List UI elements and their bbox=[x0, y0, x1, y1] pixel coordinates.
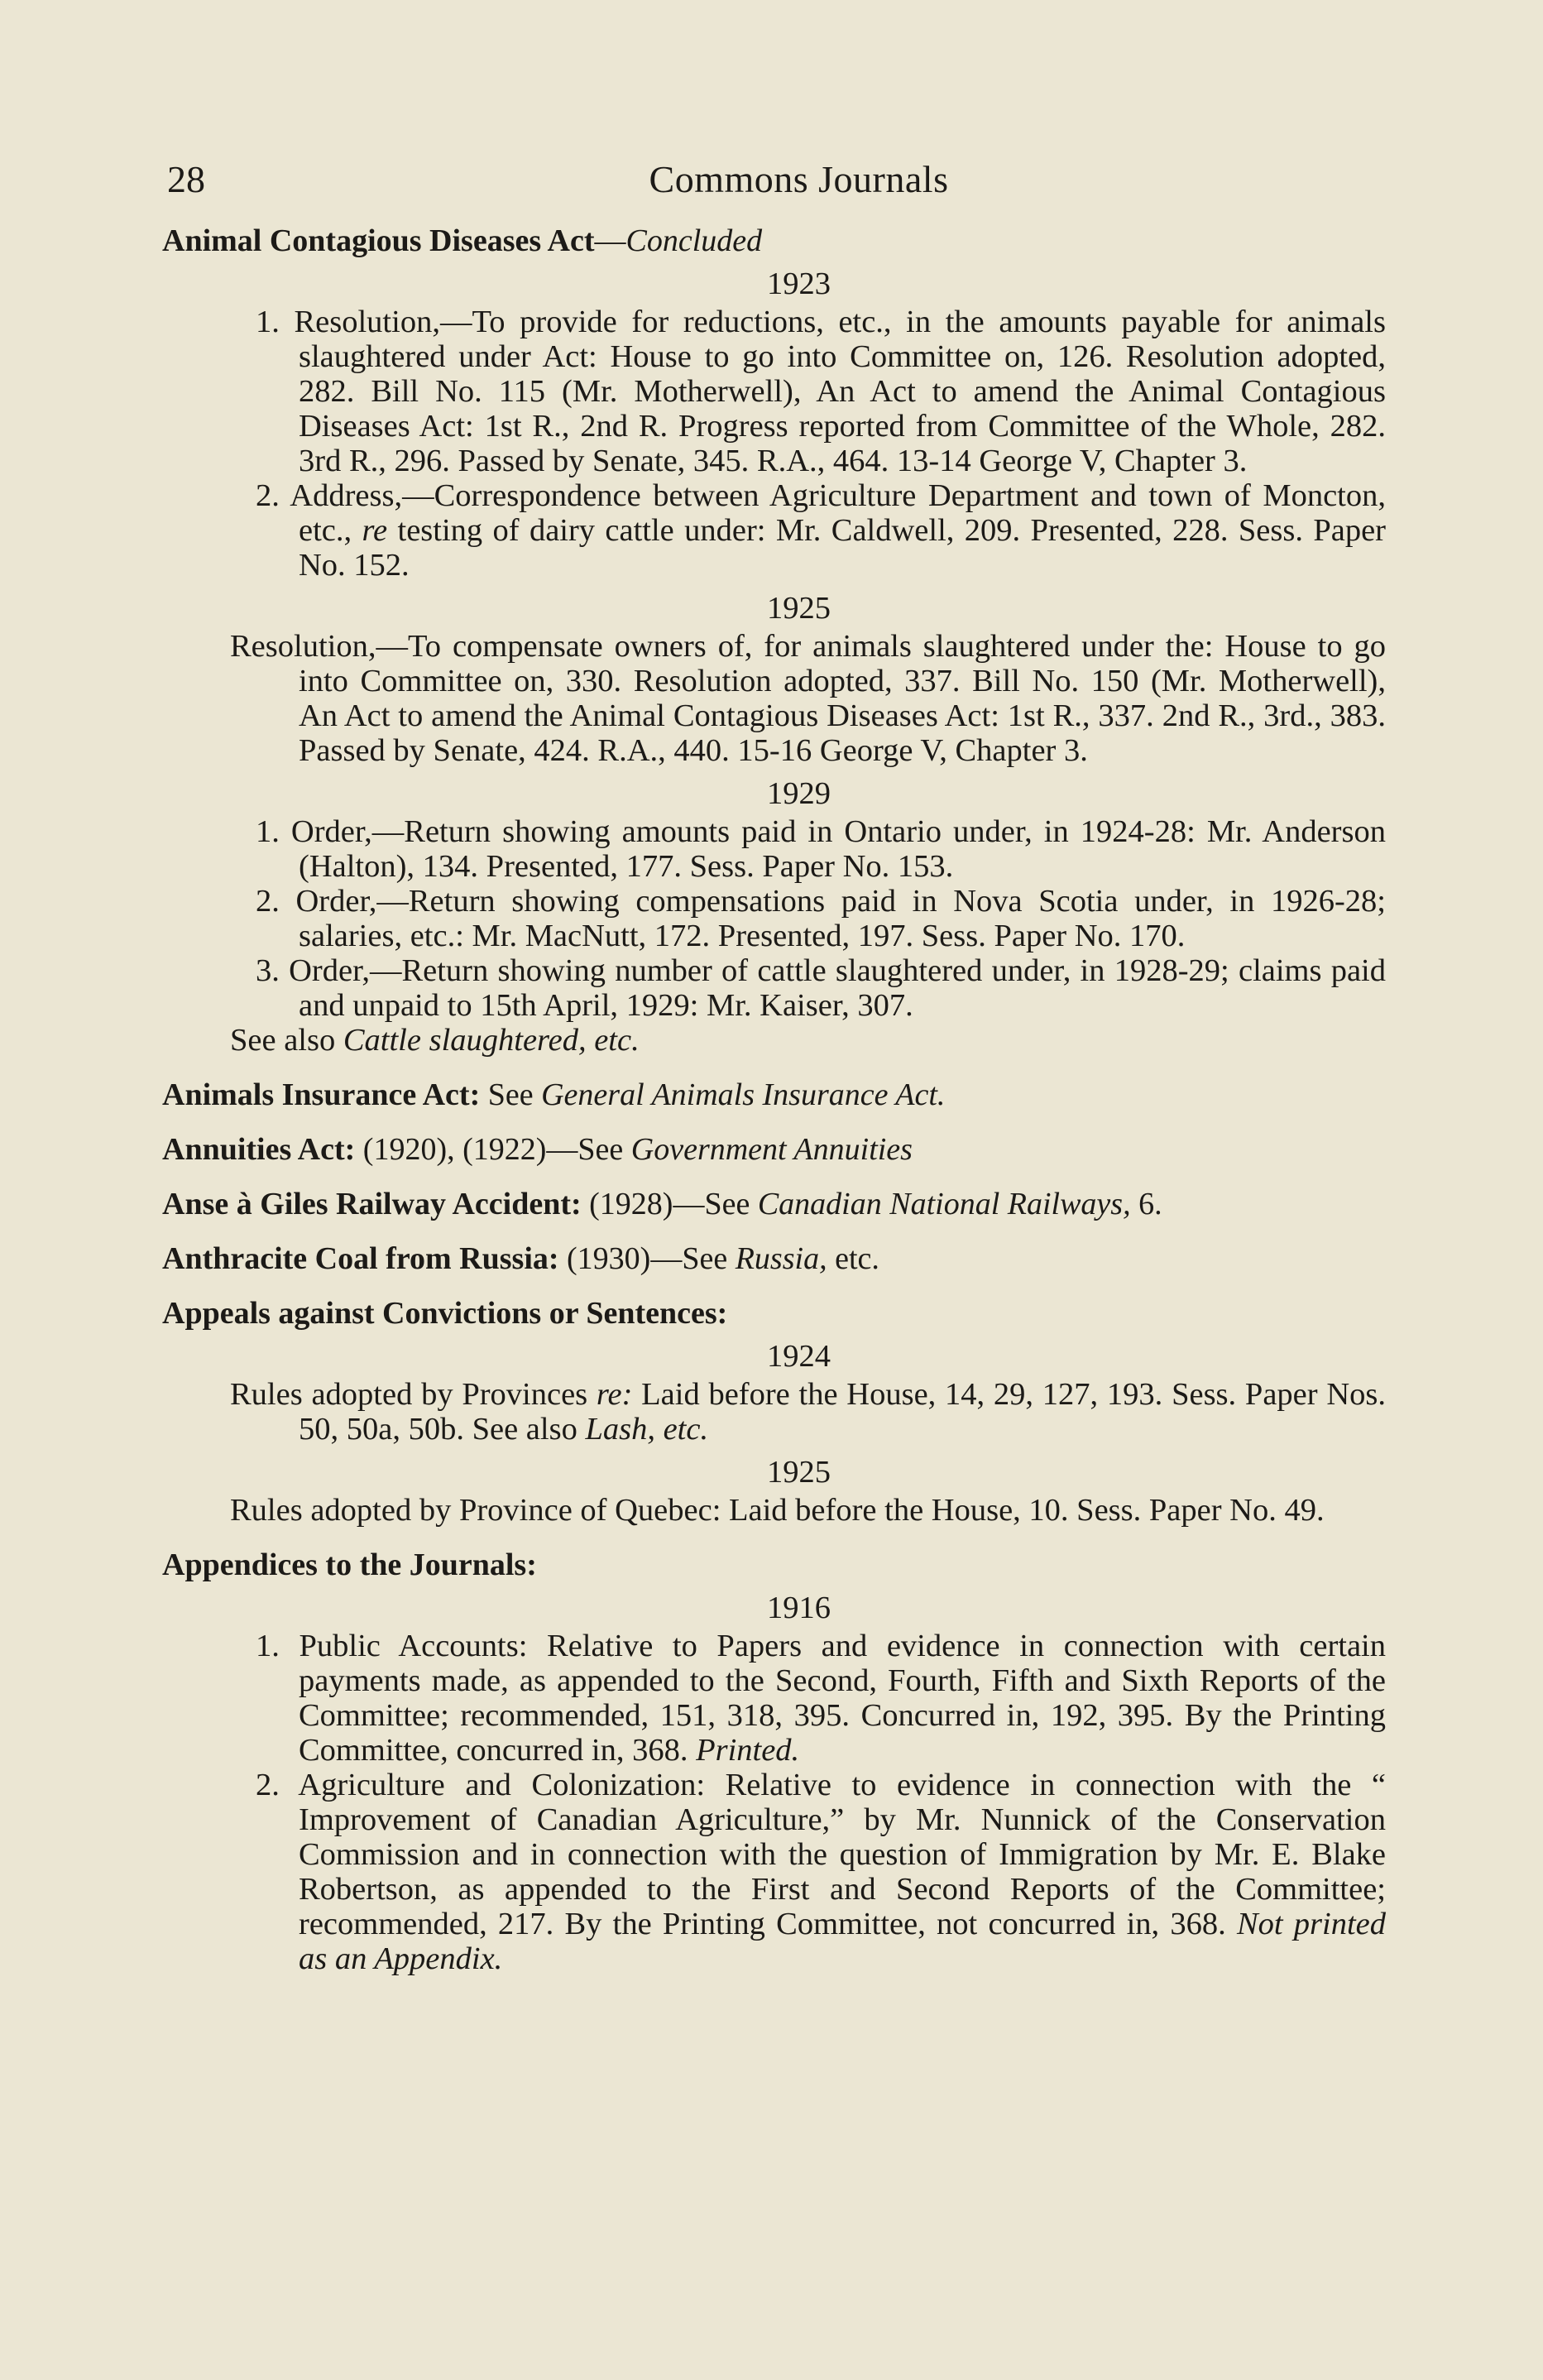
index-paragraph: 2. Order,—Return showing compensations paid in Nova Scotia under, in 1926-28; salaries, etc.: Mr. MacNutt, 172. Presented, 197. Sess. Paper No. 170. bbox=[256, 884, 1386, 953]
index-paragraph: 2. Agriculture and Colonization: Relative to evidence in connection with the “ Improvement of Canadian Agriculture,” by Mr. Nunnick of the Conservation Commission and in connection with the question of Immigration by Mr. E. Blake Robertson, as appended to the First and Second Reports of the Committee; recommended, 217. By the Printing Committee, not concurred in, 368. Not printed as an Appendix. bbox=[256, 1768, 1387, 1976]
entry-heading: Anthracite Coal from Russia: (1930)—See Russia, etc. bbox=[162, 1241, 879, 1276]
index-paragraph: 1. Order,—Return showing amounts paid in Ontario under, in 1924-28: Mr. Anderson (Halton), 134. Presented, 177. Sess. Paper No. 153. bbox=[256, 814, 1386, 884]
year-heading: 1916 bbox=[767, 1591, 831, 1625]
index-paragraph: 1. Resolution,—To provide for reductions, etc., in the amounts payable for animals slaughtered under Act: House to go into Committee on, 126. Resolution adopted, 282. Bill No. 115 (Mr. Motherwell), An Act to amend the Animal Contagious Diseases Act: 1st R., 2nd R. Progress reported from Committee of the Whole, 282. 3rd R., 296. Passed by Senate, 345. R.A., 464. 13-14 George V, Chapter 3. bbox=[256, 305, 1386, 478]
entry-heading: Annuities Act: (1920), (1922)—See Government Annuities bbox=[162, 1132, 913, 1167]
index-content bbox=[162, 223, 1386, 1976]
index-paragraph: Rules adopted by Provinces re: Laid before the House, 14, 29, 127, 193. Sess. Paper Nos. 50, 50a, 50b. See also Lash, etc. bbox=[230, 1377, 1386, 1447]
year-heading: 1929 bbox=[767, 776, 831, 811]
year-heading: 1925 bbox=[767, 591, 831, 626]
entry-heading: Appendices to the Journals: bbox=[162, 1547, 537, 1582]
entry-heading: Appeals against Convictions or Sentences: bbox=[162, 1296, 728, 1331]
entry-heading: Animal Contagious Diseases Act—Concluded bbox=[162, 223, 763, 258]
page-number: 28 bbox=[167, 158, 205, 200]
entry-heading: Anse à Giles Railway Accident: (1928)—See Canadian National Railways, 6. bbox=[162, 1187, 1162, 1221]
year-heading: 1925 bbox=[767, 1455, 831, 1490]
page-title: Commons Journals bbox=[649, 158, 949, 200]
index-paragraph: Rules adopted by Province of Quebec: Laid before the House, 10. Sess. Paper No. 49. bbox=[230, 1493, 1325, 1528]
entry-heading: Animals Insurance Act: See General Animals Insurance Act. bbox=[162, 1077, 946, 1112]
index-paragraph: 2. Address,—Correspondence between Agriculture Department and town of Moncton, etc., re testing of dairy cattle under: Mr. Caldwell, 209. Presented, 228. Sess. Paper No. 152. bbox=[256, 478, 1386, 583]
year-heading: 1923 bbox=[767, 266, 831, 301]
running-head bbox=[162, 154, 1386, 205]
index-paragraph: Resolution,—To compensate owners of, for animals slaughtered under the: House to go into Committee on, 330. Resolution adopted, 337. Bill No. 150 (Mr. Motherwell), An Act to amend the Animal Contagious Diseases Act: 1st R., 337. 2nd R., 3rd., 383. Passed by Senate, 424. R.A., 440. 15-16 George V, Chapter 3. bbox=[230, 629, 1386, 768]
index-paragraph: 3. Order,—Return showing number of cattle slaughtered under, in 1928-29; claims paid and unpaid to 15th April, 1929: Mr. Kaiser, 307. bbox=[256, 953, 1386, 1023]
see-also-reference: See also Cattle slaughtered, etc. bbox=[230, 1023, 640, 1058]
year-heading: 1924 bbox=[767, 1339, 831, 1374]
index-paragraph: 1. Public Accounts: Relative to Papers and evidence in connection with certain payments made, as appended to the Second, Fourth, Fifth and Sixth Reports of the Committee; recommended, 151, 318, 395. Concurred in, 192, 395. By the Printing Committee, concurred in, 368. Printed. bbox=[256, 1629, 1386, 1768]
